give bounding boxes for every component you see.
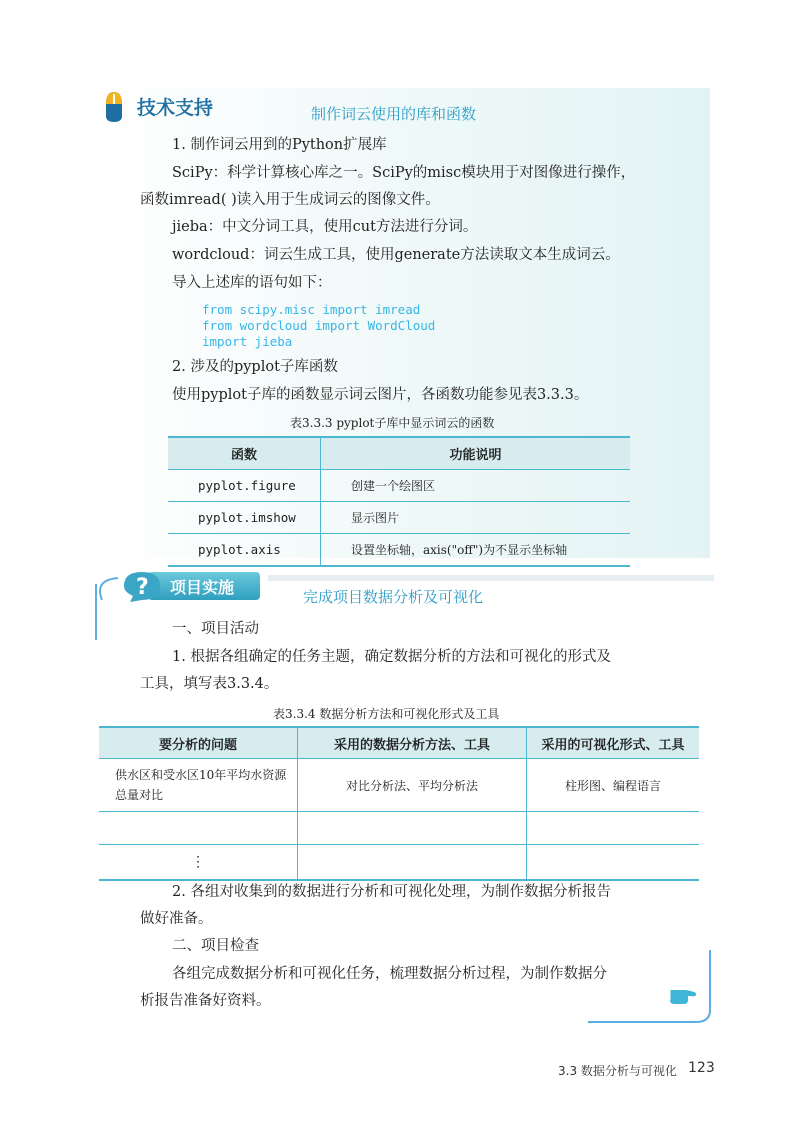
table-cell [527, 845, 700, 881]
paragraph: 做好准备。 [140, 911, 213, 927]
paragraph: 2. 各组对收集到的数据进行分析和可视化处理，为制作数据分析报告 [172, 884, 611, 900]
table-cell [298, 845, 527, 881]
project-heading: 项目实施 [170, 578, 235, 597]
table-header-cell: 要分析的问题 [99, 727, 298, 759]
project-subtitle: 完成项目数据分析及可视化 [303, 588, 484, 606]
paragraph: 各组完成数据分析和可视化任务，梳理数据分析过程，为制作数据分 [172, 966, 607, 982]
table-cell: pyplot.figure [168, 470, 321, 502]
code-line: from wordcloud import WordCloud [202, 318, 436, 333]
table-cell: 设置坐标轴，axis("off")为不显示坐标轴 [321, 534, 631, 567]
code-line: import jieba [202, 334, 293, 349]
table-cell: ⋮ [99, 845, 298, 881]
paragraph: 2. 涉及的pyplot子库函数 [172, 359, 338, 375]
paragraph: 使用pyplot子库的函数显示词云图片，各函数功能参见表3.3.3。 [172, 387, 589, 403]
svg-text:?: ? [136, 575, 149, 600]
table-row [99, 759, 699, 812]
code-line: from scipy.misc import imread [202, 302, 421, 317]
paragraph: jieba：中文分词工具，使用cut方法进行分词。 [172, 219, 478, 235]
paragraph: 函数imread( )读入用于生成词云的图像文件。 [140, 192, 440, 208]
table-caption: 表3.3.4 数据分析方法和可视化形式及工具 [273, 707, 500, 721]
table-cell [99, 812, 298, 845]
tech-support-icon [103, 90, 125, 124]
table-cell: 显示图片 [321, 502, 631, 534]
table-header-cell: 功能说明 [321, 437, 631, 470]
table-header-cell: 函数 [168, 437, 321, 470]
table-header-row [99, 727, 699, 759]
table-row [99, 812, 699, 845]
paragraph: 导入上述库的语句如下： [172, 275, 332, 291]
paragraph: SciPy：科学计算核心库之一。SciPy的misc模块用于对图像进行操作， [172, 165, 636, 181]
table-cell: 柱形图、编程语言 [527, 759, 700, 812]
paragraph: 工具，填写表3.3.4。 [140, 676, 279, 692]
analysis-methods-table [99, 726, 699, 881]
paragraph: wordcloud：词云生成工具，使用generate方法读取文本生成词云。 [172, 247, 620, 263]
tech-support-subtitle: 制作词云使用的库和函数 [311, 105, 477, 123]
paragraph: 析报告准备好资料。 [140, 993, 271, 1009]
table-cell [527, 812, 700, 845]
table-row [168, 534, 630, 567]
paragraph: 1. 制作词云用到的Python扩展库 [172, 137, 387, 153]
table-row [99, 845, 699, 881]
table-header-cell: 采用的数据分析方法、工具 [298, 727, 527, 759]
page-number: 123 [688, 1060, 715, 1076]
table-cell [298, 812, 527, 845]
table-cell: 创建一个绘图区 [321, 470, 631, 502]
table-header-row [168, 437, 630, 470]
table-cell: pyplot.imshow [168, 502, 321, 534]
pyplot-functions-table [168, 436, 630, 567]
table-row [168, 470, 630, 502]
section-heading: 一、项目活动 [172, 621, 259, 637]
table-row [168, 502, 630, 534]
table-cell: pyplot.axis [168, 534, 321, 567]
table-cell: 对比分析法、平均分析法 [298, 759, 527, 812]
paragraph: 1. 根据各组确定的任务主题，确定数据分析的方法和可视化的形式及 [172, 649, 611, 665]
table-header-cell: 采用的可视化形式、工具 [527, 727, 700, 759]
tech-support-heading: 技术支持 [137, 97, 214, 119]
table-caption: 表3.3.3 pyplot子库中显示词云的函数 [290, 416, 495, 430]
table-cell: 供水区和受水区10年平均水资源总量对比 [99, 759, 298, 812]
pointing-hand-icon [668, 980, 698, 1006]
question-bubble-icon [120, 568, 164, 604]
footer-section-title: 3.3 数据分析与可视化 [558, 1064, 677, 1078]
section-heading: 二、项目检查 [172, 938, 259, 954]
